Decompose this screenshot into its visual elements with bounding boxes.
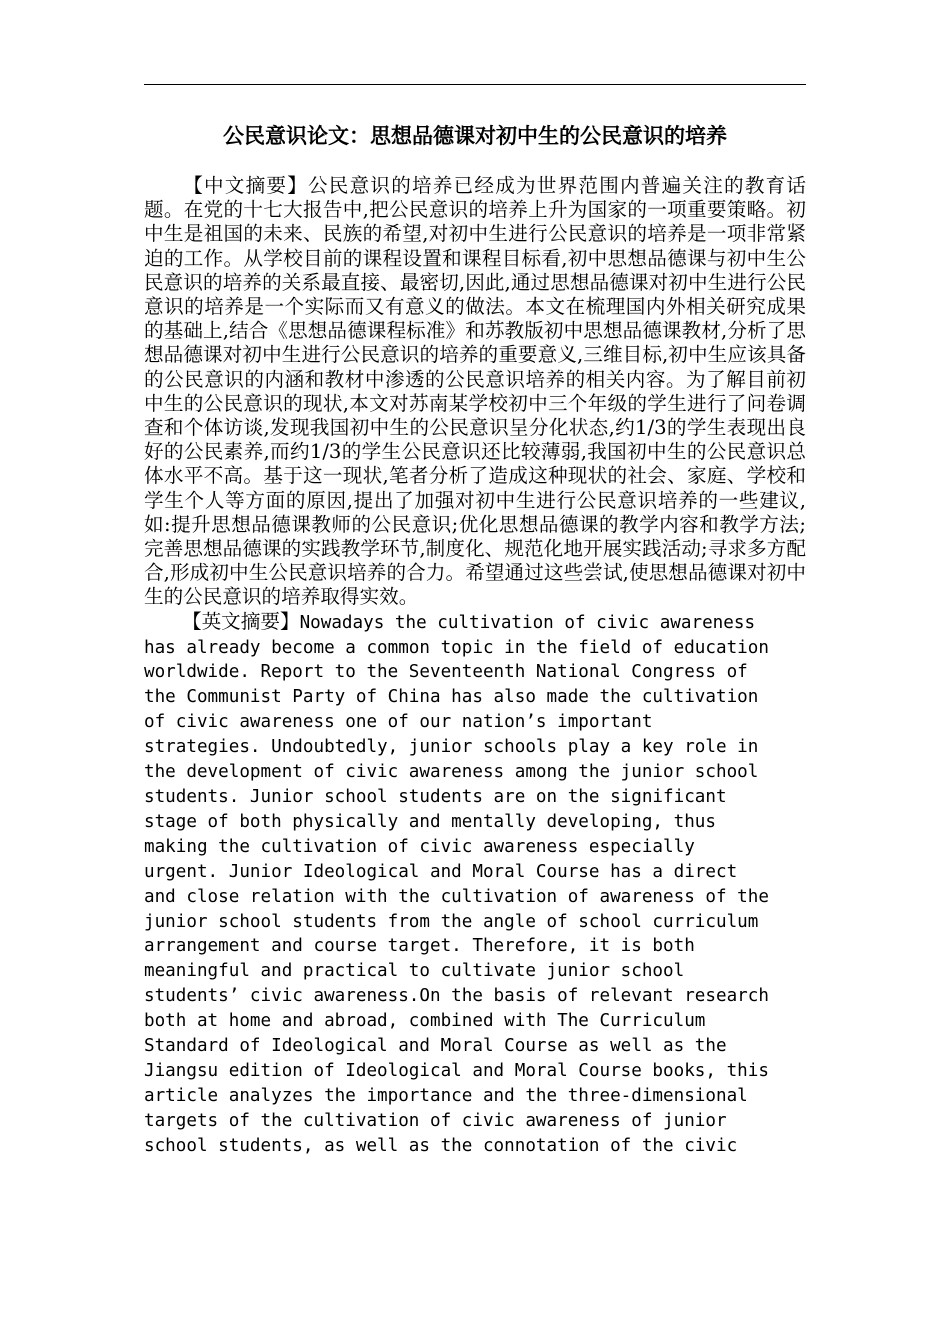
abstract-body <box>144 174 806 1159</box>
english-abstract-line: Nowadays the cultivation of civic awareness <box>299 612 756 633</box>
english-abstract-line: has already become a common topic in the field of education <box>144 637 769 658</box>
english-abstract-line: Standard of Ideological and Moral Course as well as the <box>144 1036 727 1057</box>
english-abstract-line: article analyzes the importance and the three-dimensional <box>144 1085 748 1106</box>
english-abstract-line: stage of both physically and mentally developing, thus <box>144 811 716 832</box>
paper-title: 公民意识论文：思想品德课对初中生的公民意识的培养 <box>223 124 727 148</box>
english-abstract-label: 【英文摘要】 <box>182 609 300 633</box>
chinese-abstract-label: 【中文摘要】 <box>183 174 308 197</box>
english-abstract-line: school students, as well as the connotation of the civic <box>144 1135 738 1156</box>
header-rule <box>144 84 806 85</box>
chinese-abstract <box>144 174 806 610</box>
english-abstract-line: meaningful and practical to cultivate junior school <box>144 961 685 982</box>
english-abstract-line: both at home and abroad, combined with The Curriculum <box>144 1011 706 1032</box>
english-abstract-line: junior school students from the angle of school curriculum <box>144 911 759 932</box>
chinese-abstract-text: 公民意识的培养已经成为世界范围内普遍关注的教育话题。在党的十七大报告中,把公民意识的培养上升为国家的一项重要策略。初中生是祖国的未来、民族的希望,对初中生进行公民意识的培养是一项非常紧迫的工作。从学校目前的课程设置和课程目标看,初中思想品德课与初中生公民意识的培养的关系最直接、最密切,因此,通过思想品德课对初中生进行公民意识的培养是一个实际而又有意义的做法。本文在梳理国内外相关研究成果的基础上,结合《思想品德课程标准》和苏教版初中思想品德课教材,分析了思想品德课对初中生进行公民意识的培养的重要意义,三维目标,初中生应该具备的公民意识的内涵和教材中渗透的公民意识培养的相关内容。为了解目前初中生的公民意识的现状,本文对苏南某学校初中三个年级的学生进行了问卷调查和个体访谈,发现我国初中生的公民意识呈分化状态,约1/3的学生表现出良好的公民素养,而约1/3的学生公民意识还比较薄弱,我国初中生的公民意识总体水平不高。基于这一现状,笔者分析了造成这种现状的社会、家庭、学校和学生个人等方面的原因,提出了加强对初中生进行公民意识培养的一些建议,如:提升思想品德课教师的公民意识;优化思想品德课的教学内容和教学方法;完善思想品德课的实践教学环节,制度化、规范化地开展实践活动;寻求多方配合,形成初中生公民意识培养的合力。希望通过这些尝试,使思想品德课对初中生的公民意识的培养取得实效。 <box>144 174 807 609</box>
english-abstract-line: of civic awareness one of our nation’s important <box>144 712 653 733</box>
english-abstract-line: targets of the cultivation of civic awareness of junior <box>144 1110 727 1131</box>
english-abstract-line: the development of civic awareness among the junior school <box>144 762 759 783</box>
english-abstract-line: students’ civic awareness.On the basis of relevant research <box>144 986 769 1007</box>
english-abstract-line: Jiangsu edition of Ideological and Moral Course books, this <box>144 1060 769 1081</box>
english-abstract <box>144 610 806 1159</box>
english-abstract-line: the Communist Party of China has also made the cultivation <box>144 687 759 708</box>
english-abstract-line: strategies. Undoubtedly, junior schools play a key role in <box>144 737 759 758</box>
english-abstract-line: worldwide. Report to the Seventeenth National Congress of <box>144 662 748 683</box>
english-abstract-line: and close relation with the cultivation of awareness of the <box>144 886 769 907</box>
english-abstract-line: students. Junior school students are on the significant <box>144 787 727 807</box>
english-abstract-line: arrangement and course target. Therefore, it is both <box>144 936 695 957</box>
english-abstract-line: urgent. Junior Ideological and Moral Course has a direct <box>144 861 738 882</box>
english-abstract-line: making the cultivation of civic awareness especially <box>144 836 695 857</box>
